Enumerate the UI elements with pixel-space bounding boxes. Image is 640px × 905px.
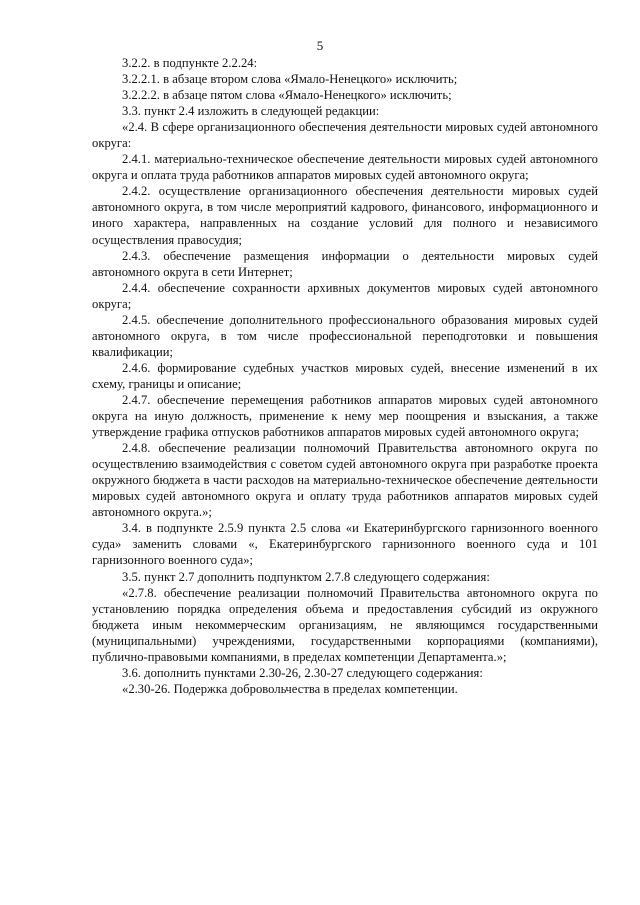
paragraph-2-4-3: 2.4.3. обеспечение размещения информации о деятельности мировых судей автономного округа в сети Интернет; [92, 248, 598, 279]
paragraph-2-30-26: «2.30-26. Подержка добровольчества в пределах компетенции. [122, 681, 458, 696]
paragraph-2-4-5: 2.4.5. обеспечение дополнительного профессионального образования мировых судей автономного округа, в том числе профессиональной переподготовки и повышения квалификации; [92, 312, 598, 359]
paragraph-2-4-7: 2.4.7. обеспечение перемещения работников аппаратов мировых судей автономного округа на иную должность, применение к нему мер поощрения и взыскания, а также утверждение графика отпусков работников аппаратов мировых судей автономного округа; [92, 392, 598, 440]
paragraph-2-7-8: «2.7.8. обеспечение реализации полномочий Правительства автономного округа по установлению порядка определения объема и предоставления субсидий из окружного бюджета иным некоммерческим организациям, не являющимся государственными (муниципальными) учреждениями, государственными корпорациями (компаниями), публично-правовыми компаниями, в пределах компетенции Департамента.»; [92, 585, 598, 664]
paragraph-2-4-1: 2.4.1. материально-техническое обеспечение деятельности мировых судей автономного округа и оплата труда работников аппаратов мировых судей автономного округа; [92, 152, 598, 183]
paragraph-2-4: «2.4. В сфере организационного обеспечения деятельности мировых судей автономного округа: [92, 120, 598, 151]
paragraph-3-6: 3.6. дополнить пунктами 2.30-26, 2.30-27 следующего содержания: [122, 665, 483, 680]
paragraph-2-4-8: 2.4.8. обеспечение реализации полномочий Правительства автономного округа по осуществлению взаимодействия с советом судей автономного округа при разработке проекта окружного бюджета в части расходов на материально-техническое обеспечение деятельности мировых судей автономного округа и оплату труда работников аппаратов мировых судей автономного округа.»; [92, 441, 598, 520]
paragraph-3-4: 3.4. в подпункте 2.5.9 пункта 2.5 слова «и Екатеринбургского гарнизонного военного суда» заменить словами «, Екатеринбургского гарнизонного военного суда и 101 гарнизонного военного суда»; [92, 521, 598, 568]
paragraph-3-2-2: 3.2.2. в подпункте 2.2.24: [122, 56, 258, 70]
paragraph-3-2-2-2: 3.2.2.2. в абзаце пятом слова «Ямало-Ненецкого» исключить; [122, 88, 452, 103]
page-number: 5 [316, 38, 324, 53]
document-body [92, 55, 598, 697]
paragraph-3-3: 3.3. пункт 2.4 изложить в следующей редакции: [122, 104, 380, 119]
paragraph-2-4-6: 2.4.6. формирование судебных участков мировых судей, внесение изменений в их схему, границы и описание; [92, 360, 598, 391]
paragraph-3-2-2-1: 3.2.2.1. в абзаце втором слова «Ямало-Ненецкого» исключить; [122, 72, 458, 87]
paragraph-2-4-2: 2.4.2. осуществление организационного обеспечения деятельности мировых судей автономного округа, в том числе мероприятий кадрового, финансового, информационного и иного характера, направленных на создание условий для полного и независимого осуществления правосудия; [92, 184, 598, 247]
paragraph-3-5: 3.5. пункт 2.7 дополнить подпунктом 2.7.8 следующего содержания: [122, 569, 490, 584]
paragraph-2-4-4: 2.4.4. обеспечение сохранности архивных документов мировых судей автономного округа; [92, 280, 598, 311]
